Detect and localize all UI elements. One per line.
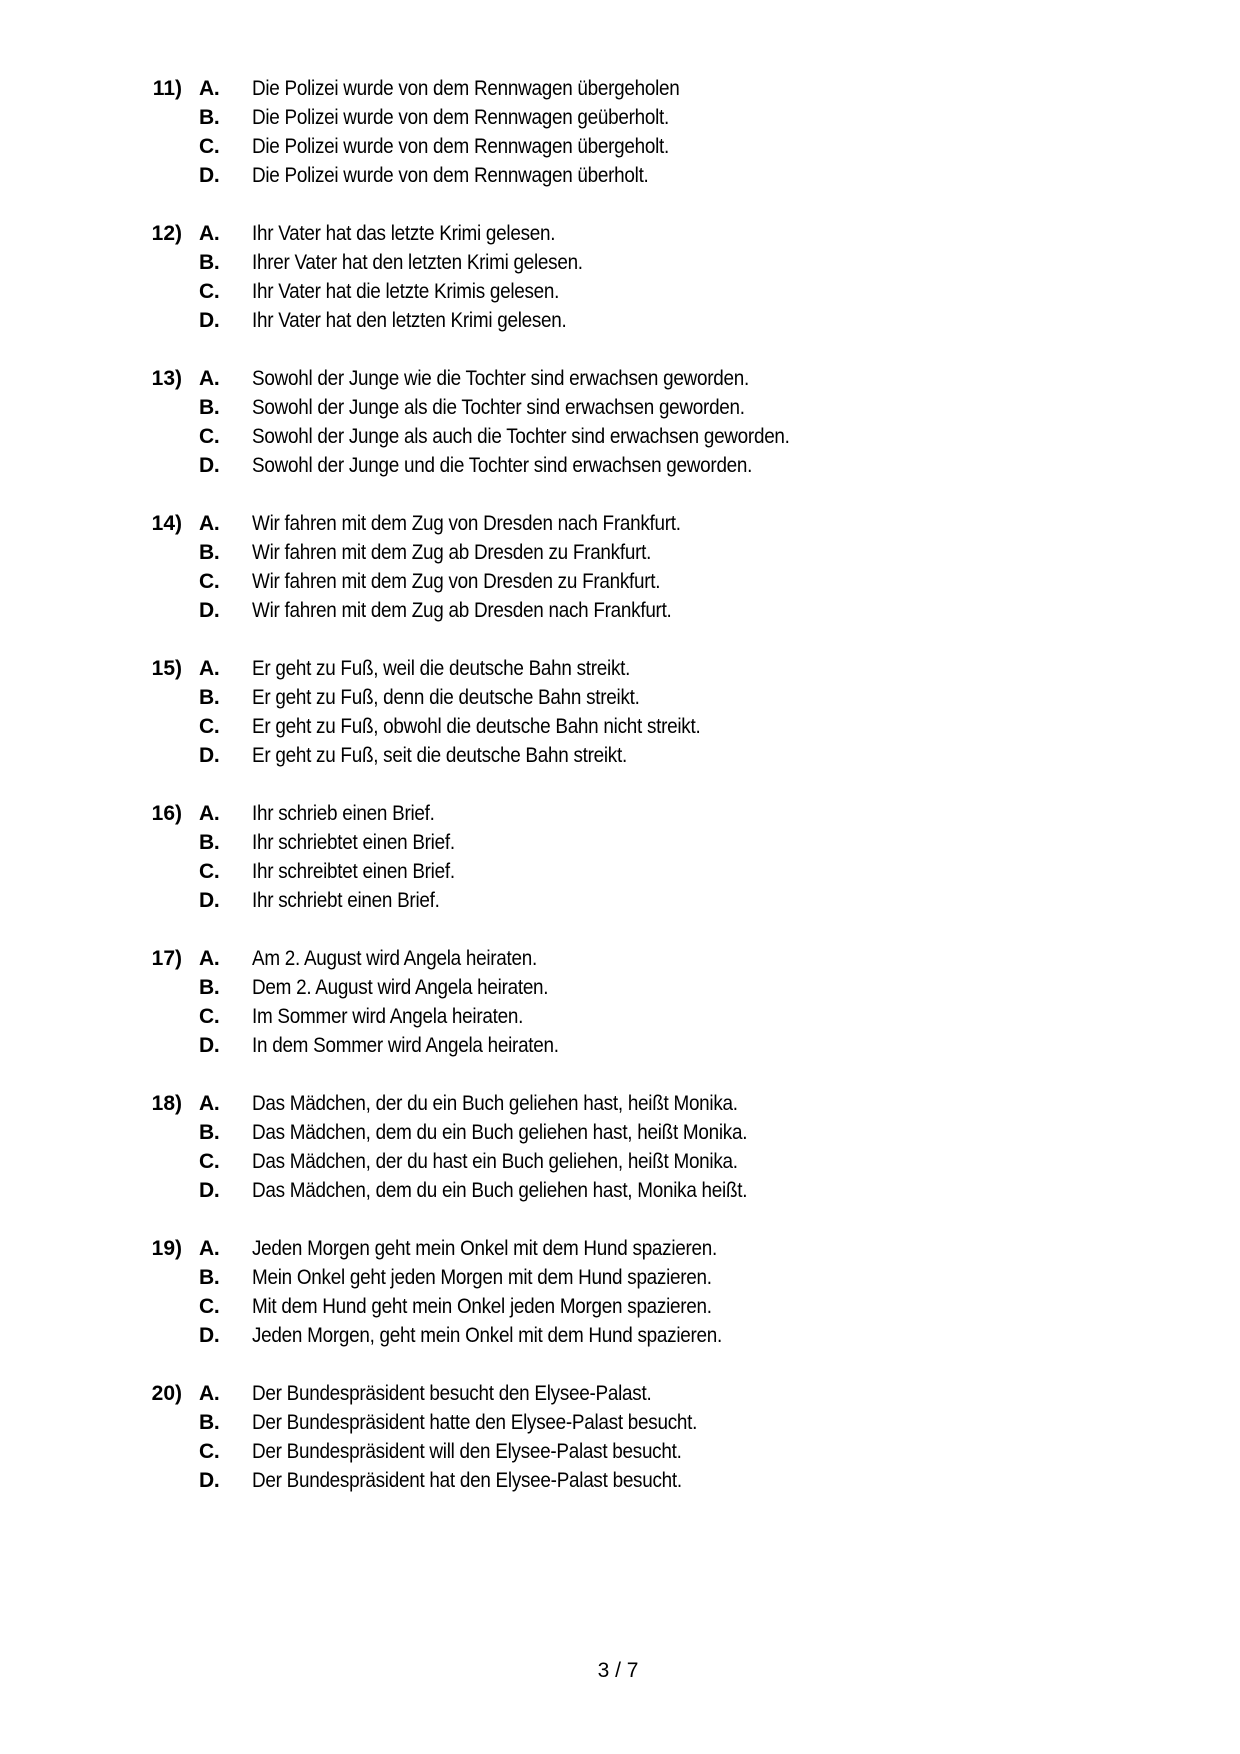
option-text: Am 2. August wird Angela heiraten.: [252, 947, 538, 970]
option-text: Die Polizei wurde von dem Rennwagen überholt.: [252, 164, 649, 187]
answer-options: [199, 364, 1138, 480]
answer-option: [199, 509, 1138, 538]
option-text: Das Mädchen, dem du ein Buch geliehen hast, Monika heißt.: [252, 1179, 748, 1202]
answer-option: [199, 683, 1138, 712]
answer-option: [199, 654, 1138, 683]
answer-option: [199, 857, 1138, 886]
option-letter: D.: [199, 1179, 220, 1202]
option-letter: C.: [199, 1295, 220, 1318]
question-item: [138, 74, 1138, 190]
answer-option: [199, 1118, 1138, 1147]
option-letter: B.: [199, 251, 220, 274]
answer-option: [199, 74, 1138, 103]
question-item: [138, 219, 1138, 335]
option-letter: D.: [199, 1034, 220, 1057]
option-text: Sowohl der Junge als die Tochter sind erwachsen geworden.: [252, 396, 745, 419]
option-letter: C.: [199, 1005, 220, 1028]
answer-option: [199, 1234, 1138, 1263]
option-text: Ihrer Vater hat den letzten Krimi gelesen.: [252, 251, 583, 274]
answer-options: [199, 944, 1138, 1060]
answer-option: [199, 1466, 1138, 1495]
answer-option: [199, 103, 1138, 132]
option-letter: C.: [199, 280, 220, 303]
answer-option: [199, 364, 1138, 393]
question-item: [138, 654, 1138, 770]
option-text: Die Polizei wurde von dem Rennwagen geüberholt.: [252, 106, 670, 129]
question-list: [138, 74, 1138, 1524]
option-text: Sowohl der Junge und die Tochter sind erwachsen geworden.: [252, 454, 753, 477]
answer-options: [199, 74, 1138, 190]
answer-option: [199, 277, 1138, 306]
question-item: [138, 364, 1138, 480]
answer-option: [199, 799, 1138, 828]
option-text: Das Mädchen, dem du ein Buch geliehen hast, heißt Monika.: [252, 1121, 748, 1144]
option-text: Wir fahren mit dem Zug ab Dresden zu Frankfurt.: [252, 541, 652, 564]
question-number: 11): [152, 77, 182, 100]
option-letter: D.: [199, 599, 220, 622]
answer-options: [199, 654, 1138, 770]
answer-option: [199, 596, 1138, 625]
option-text: Die Polizei wurde von dem Rennwagen übergeholt.: [252, 135, 670, 158]
option-letter: D.: [199, 164, 220, 187]
option-letter: A.: [199, 367, 220, 390]
question-number: 20): [151, 1382, 182, 1405]
option-letter: B.: [199, 976, 220, 999]
answer-option: [199, 741, 1138, 770]
answer-options: [199, 509, 1138, 625]
question-number: 18): [151, 1092, 182, 1115]
option-text: Ihr Vater hat den letzten Krimi gelesen.: [252, 309, 567, 332]
option-letter: D.: [199, 454, 220, 477]
answer-option: [199, 1176, 1138, 1205]
option-text: Er geht zu Fuß, obwohl die deutsche Bahn nicht streikt.: [252, 715, 701, 738]
question-number: 16): [151, 802, 182, 825]
answer-option: [199, 132, 1138, 161]
question-item: [138, 944, 1138, 1060]
option-text: Sowohl der Junge wie die Tochter sind erwachsen geworden.: [252, 367, 749, 390]
option-letter: B.: [199, 396, 220, 419]
answer-option: [199, 1379, 1138, 1408]
option-letter: C.: [199, 1440, 220, 1463]
answer-option: [199, 1408, 1138, 1437]
option-text: Die Polizei wurde von dem Rennwagen übergeholen: [252, 77, 680, 100]
option-text: Ihr schriebt einen Brief.: [252, 889, 440, 912]
option-text: In dem Sommer wird Angela heiraten.: [252, 1034, 559, 1057]
question-number: 13): [151, 367, 182, 390]
answer-option: [199, 1321, 1138, 1350]
answer-options: [199, 799, 1138, 915]
answer-option: [199, 1031, 1138, 1060]
answer-option: [199, 1263, 1138, 1292]
option-text: Er geht zu Fuß, seit die deutsche Bahn streikt.: [252, 744, 627, 767]
option-text: Ihr Vater hat die letzte Krimis gelesen.: [252, 280, 560, 303]
option-letter: D.: [199, 1469, 220, 1492]
option-letter: B.: [199, 1411, 220, 1434]
option-text: Ihr Vater hat das letzte Krimi gelesen.: [252, 222, 556, 245]
option-text: Das Mädchen, der du ein Buch geliehen hast, heißt Monika.: [252, 1092, 738, 1115]
question-item: [138, 1234, 1138, 1350]
answer-options: [199, 1379, 1138, 1495]
question-number: 14): [151, 512, 182, 535]
option-text: Das Mädchen, der du hast ein Buch geliehen, heißt Monika.: [252, 1150, 738, 1173]
option-text: Mit dem Hund geht mein Onkel jeden Morgen spazieren.: [252, 1295, 712, 1318]
option-letter: C.: [199, 425, 220, 448]
answer-option: [199, 973, 1138, 1002]
answer-option: [199, 219, 1138, 248]
option-letter: A.: [199, 77, 220, 100]
option-letter: A.: [199, 512, 220, 535]
option-letter: A.: [199, 1382, 220, 1405]
option-letter: A.: [199, 222, 220, 245]
option-text: Der Bundespräsident besucht den Elysee-Palast.: [252, 1382, 652, 1405]
option-text: Ihr schrieb einen Brief.: [252, 802, 435, 825]
option-letter: C.: [199, 135, 220, 158]
option-letter: A.: [199, 802, 220, 825]
option-text: Jeden Morgen geht mein Onkel mit dem Hund spazieren.: [252, 1237, 718, 1260]
option-letter: B.: [199, 1266, 220, 1289]
option-letter: A.: [199, 657, 220, 680]
option-text: Jeden Morgen, geht mein Onkel mit dem Hund spazieren.: [252, 1324, 722, 1347]
answer-option: [199, 422, 1138, 451]
option-letter: D.: [199, 744, 220, 767]
option-text: Ihr schriebtet einen Brief.: [252, 831, 455, 854]
answer-option: [199, 248, 1138, 277]
answer-option: [199, 393, 1138, 422]
question-item: [138, 509, 1138, 625]
question-number: 15): [151, 657, 182, 680]
answer-option: [199, 451, 1138, 480]
answer-option: [199, 306, 1138, 335]
option-letter: C.: [199, 715, 220, 738]
option-text: Der Bundespräsident hat den Elysee-Palast besucht.: [252, 1469, 682, 1492]
option-text: Im Sommer wird Angela heiraten.: [252, 1005, 524, 1028]
option-letter: C.: [199, 1150, 220, 1173]
answer-option: [199, 944, 1138, 973]
option-letter: B.: [199, 831, 220, 854]
answer-options: [199, 1089, 1138, 1205]
option-letter: A.: [199, 1092, 220, 1115]
option-letter: B.: [199, 686, 220, 709]
option-letter: B.: [199, 1121, 220, 1144]
question-number: 12): [151, 222, 182, 245]
option-text: Mein Onkel geht jeden Morgen mit dem Hund spazieren.: [252, 1266, 712, 1289]
option-text: Er geht zu Fuß, denn die deutsche Bahn streikt.: [252, 686, 640, 709]
option-letter: A.: [199, 947, 220, 970]
option-letter: D.: [199, 309, 220, 332]
option-text: Wir fahren mit dem Zug von Dresden nach Frankfurt.: [252, 512, 681, 535]
page-number: 3 / 7: [597, 1659, 639, 1682]
option-text: Er geht zu Fuß, weil die deutsche Bahn streikt.: [252, 657, 631, 680]
answer-option: [199, 1089, 1138, 1118]
option-letter: D.: [199, 1324, 220, 1347]
option-letter: C.: [199, 570, 220, 593]
option-letter: C.: [199, 860, 220, 883]
answer-option: [199, 828, 1138, 857]
answer-options: [199, 219, 1138, 335]
option-letter: D.: [199, 889, 220, 912]
option-text: Dem 2. August wird Angela heiraten.: [252, 976, 549, 999]
answer-option: [199, 538, 1138, 567]
answer-option: [199, 712, 1138, 741]
answer-option: [199, 161, 1138, 190]
question-item: [138, 799, 1138, 915]
answer-option: [199, 1147, 1138, 1176]
option-text: Ihr schreibtet einen Brief.: [252, 860, 455, 883]
question-item: [138, 1089, 1138, 1205]
question-item: [138, 1379, 1138, 1495]
answer-options: [199, 1234, 1138, 1350]
option-text: Wir fahren mit dem Zug ab Dresden nach Frankfurt.: [252, 599, 672, 622]
answer-option: [199, 886, 1138, 915]
answer-option: [199, 1292, 1138, 1321]
option-text: Sowohl der Junge als auch die Tochter sind erwachsen geworden.: [252, 425, 790, 448]
answer-option: [199, 1437, 1138, 1466]
answer-option: [199, 1002, 1138, 1031]
option-text: Der Bundespräsident hatte den Elysee-Palast besucht.: [252, 1411, 698, 1434]
option-text: Der Bundespräsident will den Elysee-Palast besucht.: [252, 1440, 682, 1463]
answer-option: [199, 567, 1138, 596]
option-text: Wir fahren mit dem Zug von Dresden zu Frankfurt.: [252, 570, 661, 593]
question-number: 19): [151, 1237, 182, 1260]
option-letter: B.: [199, 541, 220, 564]
question-number: 17): [151, 947, 182, 970]
option-letter: A.: [199, 1237, 220, 1260]
option-letter: B.: [199, 106, 220, 129]
